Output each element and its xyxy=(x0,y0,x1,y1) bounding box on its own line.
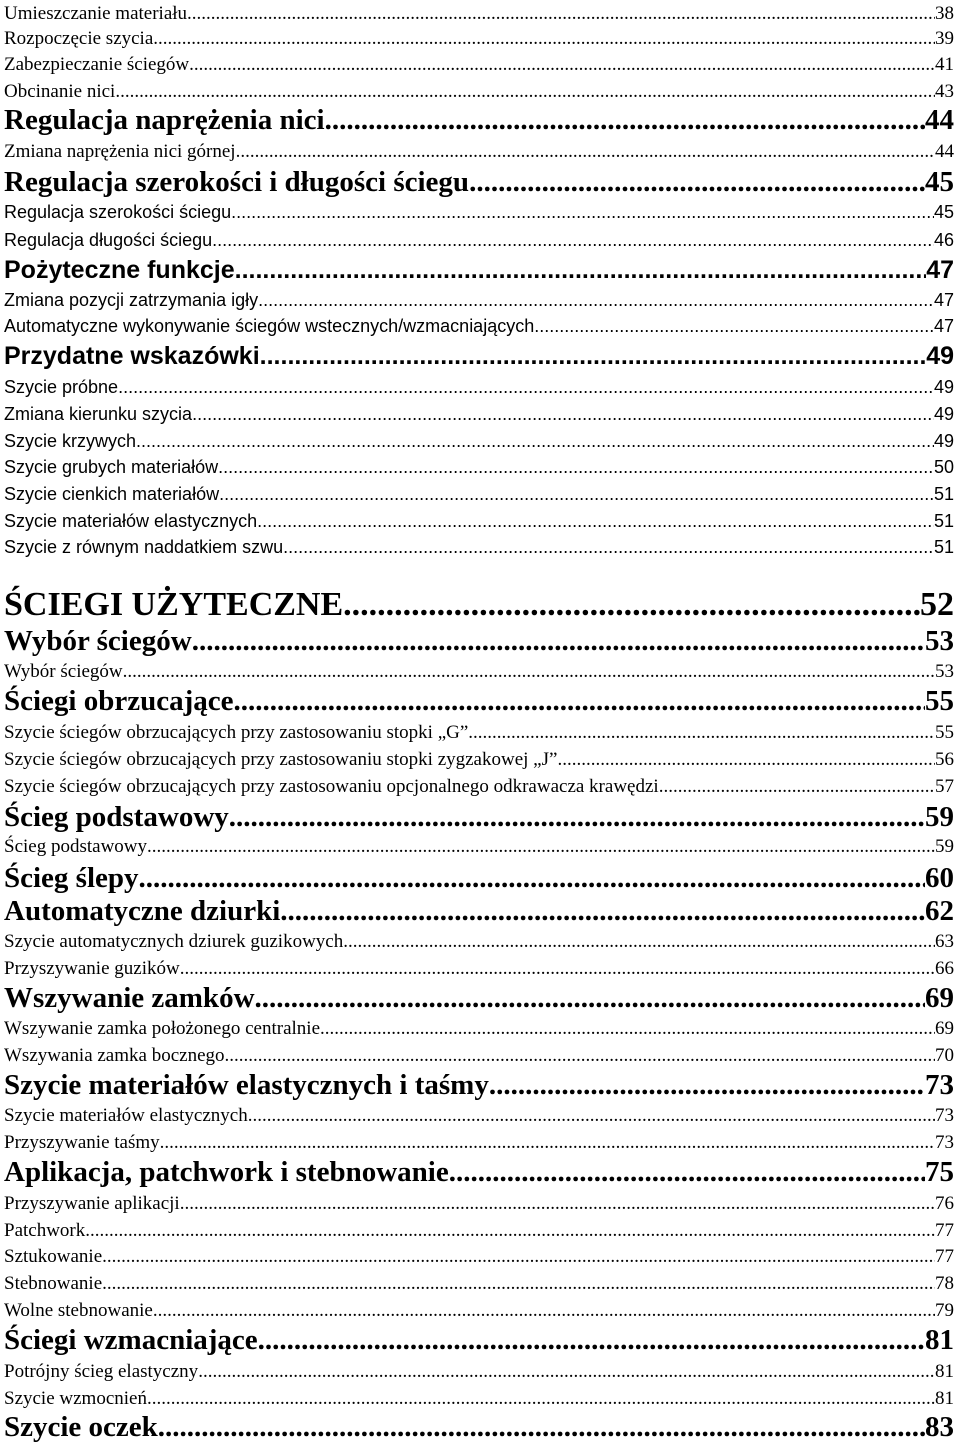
dot-leader xyxy=(147,837,935,856)
toc-entry-title: Wszywania zamka bocznego xyxy=(4,1045,225,1066)
toc-entry-page: 47 xyxy=(933,290,954,310)
dot-leader xyxy=(258,291,934,309)
toc-entry-title: Regulacja szerokości i długości ściegu xyxy=(4,166,470,198)
dot-leader xyxy=(219,485,934,503)
toc-entry-title: Ścieg podstawowy xyxy=(4,801,229,833)
dot-leader xyxy=(198,1362,935,1381)
toc-entry-title: Patchwork xyxy=(4,1220,86,1241)
toc-entry-page: 77 xyxy=(935,1246,954,1267)
toc-entry-title: Szycie oczek xyxy=(4,1411,158,1443)
dot-leader xyxy=(280,897,925,926)
toc-entry[interactable] xyxy=(4,29,954,48)
toc-entry[interactable] xyxy=(4,662,954,681)
toc-entry-title: Automatyczne dziurki xyxy=(4,895,281,927)
toc-entry-page: 73 xyxy=(925,1069,954,1101)
toc-entry[interactable] xyxy=(4,1326,954,1355)
toc-entry-title: ŚCIEGI UŻYTECZNE xyxy=(4,586,344,623)
toc-entry-title: Zmiana pozycji zatrzymania igły xyxy=(4,290,259,310)
toc-entry-page: 75 xyxy=(925,1156,954,1188)
dot-leader xyxy=(180,1194,935,1213)
toc-entry-title: Szycie materiałów elastycznych i taśmy xyxy=(4,1069,489,1101)
toc-entry-title: Szycie ściegów obrzucających przy zastosowaniu stopki zygzakowej „J” xyxy=(4,749,558,770)
dot-leader xyxy=(160,1133,935,1152)
toc-entry[interactable] xyxy=(4,168,954,197)
toc-entry[interactable] xyxy=(4,1046,954,1065)
toc-entry-title: Automatyczne wykonywanie ściegów wstecznych/wzmacniających xyxy=(4,316,535,336)
toc-entry-page: 49 xyxy=(933,377,954,397)
dot-leader xyxy=(343,932,935,951)
toc-entry-title: Szycie próbne xyxy=(4,377,119,397)
toc-entry-page: 38 xyxy=(935,3,954,24)
dot-leader xyxy=(225,1046,935,1065)
toc-entry-page: 49 xyxy=(926,342,954,370)
toc-entry-title: Szycie materiałów elastycznych xyxy=(4,511,258,531)
toc-entry[interactable] xyxy=(4,432,954,450)
dot-leader xyxy=(192,627,925,656)
dot-leader xyxy=(557,750,935,769)
toc-entry[interactable] xyxy=(4,344,954,369)
toc-entry[interactable] xyxy=(4,1158,954,1187)
toc-entry[interactable] xyxy=(4,538,954,556)
toc-entry-page: 60 xyxy=(925,862,954,894)
toc-entry[interactable] xyxy=(4,1071,954,1100)
toc-entry[interactable] xyxy=(4,4,954,23)
dot-leader xyxy=(118,378,934,396)
dot-leader xyxy=(153,29,935,48)
dot-leader xyxy=(231,203,934,221)
toc-entry-page: 81 xyxy=(935,1361,954,1382)
dot-leader xyxy=(248,1106,935,1125)
toc-entry-title: Zmiana kierunku szycia xyxy=(4,404,193,424)
dot-leader xyxy=(189,55,935,74)
toc-entry-title: Przyszywanie guzików xyxy=(4,958,180,979)
toc-entry-page: 51 xyxy=(933,484,954,504)
toc-entry[interactable] xyxy=(4,512,954,530)
toc-entry-title: Szycie cienkich materiałów xyxy=(4,484,220,504)
dot-leader xyxy=(212,231,934,249)
dot-leader xyxy=(469,168,925,197)
toc-entry-page: 81 xyxy=(925,1324,954,1356)
toc-entry-title: Szycie ściegów obrzucających przy zastosowaniu opcjonalnego odkrawacza krawędzi xyxy=(4,776,659,797)
toc-entry[interactable] xyxy=(4,485,954,503)
toc-entry[interactable] xyxy=(4,837,954,856)
toc-entry-title: Obcinanie nici xyxy=(4,81,116,102)
toc-entry[interactable] xyxy=(4,317,954,335)
toc-entry-page: 77 xyxy=(935,1220,954,1241)
toc-entry[interactable] xyxy=(4,1133,954,1152)
toc-entry-page: 79 xyxy=(935,1300,954,1321)
toc-entry[interactable] xyxy=(4,984,954,1013)
toc-entry-title: Umieszczanie materiału xyxy=(4,3,188,24)
toc-entry-title: Szycie z równym naddatkiem szwu xyxy=(4,537,284,557)
toc-entry-page: 51 xyxy=(933,537,954,557)
toc-entry-page: 69 xyxy=(925,982,954,1014)
toc-entry-page: 63 xyxy=(935,931,954,952)
toc-entry[interactable] xyxy=(4,1301,954,1320)
toc-entry-title: Wolne stebnowanie xyxy=(4,1300,153,1321)
toc-entry-title: Ścieg podstawowy xyxy=(4,836,148,857)
toc-entry-title: Przydatne wskazówki xyxy=(4,342,260,370)
dot-leader xyxy=(102,1247,935,1266)
toc-entry-page: 47 xyxy=(933,316,954,336)
toc-entry-page: 55 xyxy=(935,722,954,743)
dot-leader xyxy=(468,723,935,742)
toc-entry[interactable] xyxy=(4,627,954,656)
toc-entry-page: 39 xyxy=(935,28,954,49)
dot-leader xyxy=(85,1221,935,1240)
toc-entry-title: Szycie automatycznych dziurek guzikowych xyxy=(4,931,344,952)
toc-entry[interactable] xyxy=(4,142,954,161)
toc-entry-title: Regulacja długości ściegu xyxy=(4,230,213,250)
toc-entry-title: Szycie wzmocnień xyxy=(4,1388,147,1409)
toc-entry-title: Regulacja szerokości ściegu xyxy=(4,202,232,222)
toc-entry-page: 51 xyxy=(933,511,954,531)
dot-leader xyxy=(255,984,925,1013)
toc-entry[interactable] xyxy=(4,1362,954,1381)
toc-entry-page: 45 xyxy=(933,202,954,222)
dot-leader xyxy=(153,1301,935,1320)
dot-leader xyxy=(218,458,934,476)
dot-leader xyxy=(260,344,927,369)
dot-leader xyxy=(659,777,935,796)
dot-leader xyxy=(192,405,934,423)
toc-entry-title: Ścieg ślepy xyxy=(4,862,139,894)
toc-entry[interactable] xyxy=(4,932,954,951)
toc-entry-page: 53 xyxy=(935,661,954,682)
toc-entry[interactable] xyxy=(4,106,954,135)
dot-leader xyxy=(235,258,927,283)
toc-entry[interactable] xyxy=(4,897,954,926)
toc-entry[interactable] xyxy=(4,1413,954,1442)
toc-entry[interactable] xyxy=(4,405,954,423)
toc-entry-page: 52 xyxy=(920,586,954,623)
toc-entry[interactable] xyxy=(4,959,954,978)
toc-entry-title: Wszywanie zamka położonego centralnie xyxy=(4,1018,320,1039)
toc-entry[interactable] xyxy=(4,1106,954,1125)
toc-entry-title: Ściegi wzmacniające xyxy=(4,1324,258,1356)
toc-entry-page: 55 xyxy=(925,685,954,717)
toc-entry[interactable] xyxy=(4,378,954,396)
toc-entry-title: Wybór ściegów xyxy=(4,625,192,657)
toc-entry[interactable] xyxy=(4,1247,954,1266)
toc-entry-page: 57 xyxy=(935,776,954,797)
toc-entry[interactable] xyxy=(4,458,954,476)
toc-entry-title: Szycie materiałów elastycznych xyxy=(4,1105,248,1126)
toc-entry[interactable] xyxy=(4,203,954,221)
toc-entry[interactable] xyxy=(4,1194,954,1213)
toc-entry[interactable] xyxy=(4,588,954,622)
toc-entry-title: Rozpoczęcie szycia xyxy=(4,28,154,49)
toc-entry-title: Wszywanie zamków xyxy=(4,982,255,1014)
toc-entry[interactable] xyxy=(4,777,954,796)
toc-entry-page: 47 xyxy=(926,256,954,284)
toc-entry[interactable] xyxy=(4,864,954,893)
toc-entry-title: Szycie krzywych xyxy=(4,431,137,451)
toc-entry[interactable] xyxy=(4,803,954,832)
dot-leader xyxy=(534,317,934,335)
toc-entry-title: Zmiana naprężenia nici górnej xyxy=(4,141,236,162)
toc-entry-title: Pożyteczne funkcje xyxy=(4,256,235,284)
toc-entry[interactable] xyxy=(4,687,954,716)
toc-entry-page: 73 xyxy=(935,1132,954,1153)
toc-entry-title: Przyszywanie taśmy xyxy=(4,1132,160,1153)
dot-leader xyxy=(136,432,934,450)
toc-entry-title: Aplikacja, patchwork i stebnowanie xyxy=(4,1156,449,1188)
toc-entry[interactable] xyxy=(4,1389,954,1408)
dot-leader xyxy=(187,4,935,23)
toc-entry-page: 41 xyxy=(935,54,954,75)
toc-entry[interactable] xyxy=(4,291,954,309)
toc-entry-page: 69 xyxy=(935,1018,954,1039)
toc-entry-page: 50 xyxy=(933,457,954,477)
dot-leader xyxy=(123,662,935,681)
toc-entry-page: 73 xyxy=(935,1105,954,1126)
toc-entry-title: Regulacja naprężenia nici xyxy=(4,104,325,136)
toc-entry-page: 83 xyxy=(925,1411,954,1443)
toc-entry-page: 70 xyxy=(935,1045,954,1066)
toc-entry-title: Zabezpieczanie ściegów xyxy=(4,54,190,75)
dot-leader xyxy=(229,803,925,832)
dot-leader xyxy=(449,1158,925,1187)
toc-entry-title: Potrójny ścieg elastyczny xyxy=(4,1361,199,1382)
toc-entry[interactable] xyxy=(4,1221,954,1240)
toc-entry-title: Ściegi obrzucające xyxy=(4,685,234,717)
toc-entry[interactable] xyxy=(4,258,954,283)
toc-entry-page: 44 xyxy=(935,141,954,162)
toc-entry-page: 43 xyxy=(935,81,954,102)
toc-entry[interactable] xyxy=(4,750,954,769)
toc-entry[interactable] xyxy=(4,723,954,742)
toc-entry-title: Szycie grubych materiałów xyxy=(4,457,219,477)
toc-entry-page: 59 xyxy=(935,836,954,857)
dot-leader xyxy=(257,512,934,530)
dot-leader xyxy=(115,82,935,101)
toc-entry[interactable] xyxy=(4,82,954,101)
toc-entry-title: Przyszywanie aplikacji xyxy=(4,1193,180,1214)
dot-leader xyxy=(102,1274,935,1293)
dot-leader xyxy=(158,1413,925,1442)
dot-leader xyxy=(180,959,935,978)
toc-entry-title: Sztukowanie xyxy=(4,1246,103,1267)
dot-leader xyxy=(147,1389,935,1408)
dot-leader xyxy=(343,588,920,622)
toc-entry-title: Wybór ściegów xyxy=(4,661,123,682)
toc-entry-page: 49 xyxy=(933,404,954,424)
toc-entry-title: Szycie ściegów obrzucających przy zastosowaniu stopki „G” xyxy=(4,722,469,743)
dot-leader xyxy=(258,1326,925,1355)
toc-entry-page: 49 xyxy=(933,431,954,451)
toc-entry-page: 45 xyxy=(925,166,954,198)
toc-entry-page: 56 xyxy=(935,749,954,770)
toc-entry-title: Stebnowanie xyxy=(4,1273,103,1294)
toc-entry-page: 81 xyxy=(935,1388,954,1409)
dot-leader xyxy=(139,864,925,893)
dot-leader xyxy=(283,538,934,556)
toc-entry-page: 46 xyxy=(933,230,954,250)
dot-leader xyxy=(236,142,935,161)
toc-entry[interactable] xyxy=(4,231,954,249)
dot-leader xyxy=(320,1019,935,1038)
toc-entry[interactable] xyxy=(4,1274,954,1293)
toc-entry-page: 78 xyxy=(935,1273,954,1294)
toc-entry-page: 66 xyxy=(935,958,954,979)
dot-leader xyxy=(234,687,925,716)
toc-entry-page: 44 xyxy=(925,104,954,136)
toc-entry-page: 53 xyxy=(925,625,954,657)
toc-entry-page: 76 xyxy=(935,1193,954,1214)
toc-entry[interactable] xyxy=(4,1019,954,1038)
toc-entry-page: 59 xyxy=(925,801,954,833)
toc-entry[interactable] xyxy=(4,55,954,74)
toc-entry-page: 62 xyxy=(925,895,954,927)
dot-leader xyxy=(489,1071,925,1100)
dot-leader xyxy=(325,106,925,135)
